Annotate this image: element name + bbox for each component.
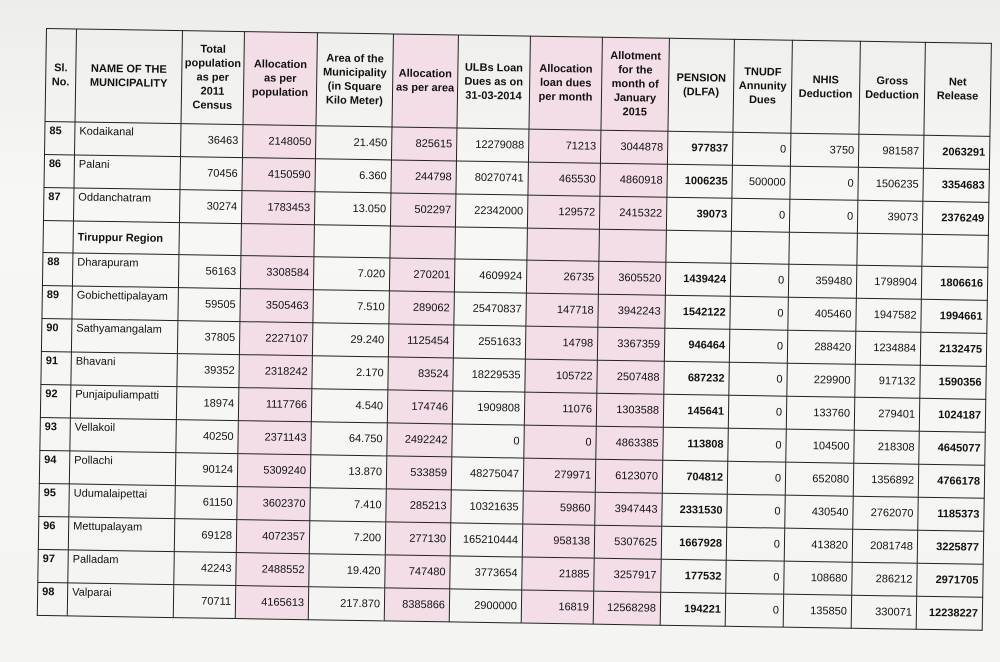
gross-deduction-cell: 279401	[854, 397, 920, 431]
name-cell: Pollachi	[69, 451, 176, 486]
allocation-area-cell: 747480	[385, 555, 451, 589]
sl-no-cell: 92	[40, 384, 71, 417]
gross-deduction-cell: 981587	[858, 134, 924, 168]
net-release-cell: 2376249	[922, 201, 989, 235]
allotment-january-cell: 6123070	[595, 459, 663, 493]
loan-dues-month-cell: 279971	[523, 458, 596, 492]
allocation-population-cell: 5309240	[237, 454, 311, 488]
gross-deduction-cell: 330071	[851, 595, 917, 629]
loan-dues-month-cell: 129572	[527, 195, 600, 229]
tnudf-cell: 0	[729, 329, 788, 363]
region-empty-cell	[179, 223, 241, 256]
nhis-cell: 104500	[786, 429, 855, 463]
sl-no-cell: 93	[40, 417, 71, 450]
name-cell: Valparai	[67, 583, 174, 618]
population-cell: 70456	[180, 157, 243, 191]
region-empty-cell	[666, 230, 731, 263]
population-cell: 37805	[177, 321, 240, 355]
population-cell: 18974	[176, 387, 239, 421]
tnudf-cell: 0	[727, 461, 786, 495]
allotment-january-cell: 3605520	[598, 261, 666, 295]
col-header: ULBs Loan Dues as on 31-03-2014	[457, 35, 530, 129]
col-header: Allotment for the month of January 2015	[601, 37, 669, 131]
name-cell: Udumalaipettai	[69, 484, 176, 519]
allocation-area-cell: 8385866	[384, 588, 450, 622]
area-cell: 217.870	[308, 587, 385, 621]
allotment-january-cell: 1303588	[596, 393, 664, 427]
gross-deduction-cell: 39073	[857, 200, 923, 234]
pension-cell: 687232	[664, 361, 730, 395]
sl-no-cell: 94	[39, 450, 70, 483]
table-body-dindigul	[43, 121, 989, 235]
sl-no-cell: 95	[39, 483, 70, 516]
allocation-area-cell: 244798	[391, 160, 457, 194]
gross-deduction-cell: 2762070	[853, 496, 919, 530]
allocation-population-cell: 2227107	[239, 322, 313, 356]
table-body-tiruppur	[37, 252, 988, 630]
gross-deduction-cell: 1506235	[858, 167, 924, 201]
table-container	[37, 28, 991, 631]
region-empty-cell	[731, 231, 789, 264]
allocation-population-cell: 3308584	[240, 256, 314, 290]
nhis-cell: 652080	[785, 462, 854, 496]
name-cell: Punjaipuliampatti	[70, 385, 177, 420]
pension-cell: 977837	[667, 131, 733, 165]
region-empty-cell	[922, 234, 988, 267]
allocation-area-cell: 2492242	[387, 423, 453, 457]
area-cell: 21.450	[315, 126, 392, 160]
gross-deduction-cell: 917132	[855, 364, 921, 398]
pension-cell: 39073	[666, 197, 732, 231]
allocation-population-cell: 2148050	[242, 125, 316, 159]
pension-cell: 194221	[660, 592, 726, 626]
region-sl-cell	[43, 220, 73, 252]
nhis-cell: 0	[790, 166, 859, 200]
name-cell: Oddanchatram	[73, 188, 180, 223]
loan-dues-month-cell: 465530	[528, 162, 601, 196]
col-header: Gross Deduction	[859, 41, 925, 135]
nhis-cell: 430540	[785, 495, 854, 529]
name-cell: Kodaikanal	[75, 122, 182, 157]
loan-dues-month-cell: 71213	[528, 129, 601, 163]
population-cell: 56163	[178, 255, 241, 289]
loan-dues-cell: 4609924	[454, 259, 527, 293]
net-release-cell: 1806616	[921, 266, 988, 300]
allocation-population-cell: 2488552	[236, 553, 310, 587]
name-cell: Bhavani	[71, 352, 178, 387]
allocation-area-cell: 1125454	[388, 324, 454, 358]
region-empty-cell	[789, 232, 857, 265]
pension-cell: 145641	[663, 394, 729, 428]
nhis-cell: 135850	[783, 594, 852, 628]
col-header: Area of the Municipality (in Square Kilo Meter)	[316, 33, 393, 127]
area-cell: 7.510	[313, 290, 390, 324]
allocation-population-cell: 2371143	[238, 421, 312, 455]
col-header: Allocation as per area	[392, 34, 458, 128]
gross-deduction-cell: 1234884	[855, 331, 921, 365]
gross-deduction-cell: 1356892	[853, 463, 919, 497]
allotment-january-cell: 3947443	[595, 492, 663, 526]
allotment-january-cell: 3257917	[594, 558, 662, 592]
population-cell: 70711	[173, 585, 236, 619]
allocation-area-cell: 533859	[386, 456, 452, 490]
area-cell: 7.410	[310, 488, 387, 522]
net-release-cell: 2971705	[917, 563, 984, 597]
col-header: NHIS Deduction	[791, 40, 860, 134]
name-cell: Vellakoil	[70, 418, 177, 453]
allotment-january-cell: 4863385	[596, 426, 664, 460]
net-release-cell: 1024187	[919, 398, 986, 432]
tnudf-cell: 0	[726, 527, 785, 561]
loan-dues-cell: 18229535	[453, 358, 526, 392]
allocation-population-cell: 3602370	[237, 487, 311, 521]
population-cell: 61150	[175, 486, 238, 520]
loan-dues-month-cell: 16819	[521, 590, 594, 624]
col-header: Allocation loan dues per month	[529, 36, 602, 130]
loan-dues-cell: 165210444	[450, 523, 523, 557]
nhis-cell: 0	[789, 199, 858, 233]
loan-dues-month-cell: 11076	[524, 392, 597, 426]
municipality-allocation-table	[37, 28, 992, 631]
area-cell: 64.750	[311, 422, 388, 456]
tnudf-cell: 500000	[732, 165, 791, 199]
col-header: Net Release	[924, 42, 991, 136]
region-empty-cell	[390, 226, 455, 259]
area-cell: 4.540	[311, 389, 388, 423]
allocation-area-cell: 289062	[389, 291, 455, 325]
region-empty-cell	[241, 224, 314, 257]
area-cell: 2.170	[312, 356, 389, 390]
net-release-cell: 4645077	[919, 431, 986, 465]
population-cell: 40250	[176, 420, 239, 454]
tnudf-cell: 0	[726, 560, 785, 594]
net-release-cell: 12238227	[916, 596, 983, 630]
loan-dues-cell: 80270741	[456, 161, 529, 195]
pension-cell: 113808	[663, 427, 729, 461]
allotment-january-cell: 2507488	[597, 360, 665, 394]
population-cell: 30274	[179, 190, 242, 224]
region-empty-cell	[599, 229, 666, 262]
gross-deduction-cell: 1947582	[856, 298, 922, 332]
col-header: TNUDF Annunity Dues	[733, 39, 792, 133]
allotment-january-cell: 3044878	[600, 130, 668, 164]
population-cell: 39352	[177, 354, 240, 388]
sl-no-cell: 85	[45, 121, 76, 154]
name-cell: Palladam	[68, 550, 175, 585]
allocation-population-cell: 1783453	[241, 191, 315, 225]
pension-cell: 1542122	[665, 295, 731, 329]
region-empty-cell	[857, 233, 922, 266]
gross-deduction-cell: 1798904	[856, 265, 922, 299]
gross-deduction-cell: 218308	[854, 430, 920, 464]
population-cell: 42243	[174, 552, 237, 586]
col-header: NAME OF THE MUNICIPALITY	[75, 29, 182, 124]
gross-deduction-cell: 2081748	[852, 529, 918, 563]
allotment-january-cell: 2415322	[599, 196, 667, 230]
nhis-cell: 229900	[787, 363, 856, 397]
pension-cell: 704812	[662, 460, 728, 494]
tnudf-cell: 0	[730, 296, 789, 330]
pension-cell: 2331530	[662, 493, 728, 527]
loan-dues-month-cell: 105722	[525, 359, 598, 393]
allocation-population-cell: 4150590	[242, 158, 316, 192]
net-release-cell: 3354683	[923, 168, 990, 202]
net-release-cell: 1185373	[918, 497, 985, 531]
allocation-population-cell: 4072357	[236, 520, 310, 554]
net-release-cell: 2132475	[920, 332, 987, 366]
tnudf-cell: 0	[732, 132, 791, 166]
loan-dues-cell: 1909808	[452, 391, 525, 425]
area-cell: 6.360	[315, 159, 392, 193]
area-cell: 13.870	[310, 455, 387, 489]
allocation-area-cell: 502297	[390, 193, 456, 227]
pension-cell: 946464	[664, 328, 730, 362]
region-empty-cell	[455, 227, 527, 260]
sl-no-cell: 88	[42, 252, 73, 285]
sl-no-cell: 89	[42, 285, 73, 318]
allocation-area-cell: 825615	[391, 127, 457, 161]
allotment-january-cell: 5307625	[594, 525, 662, 559]
allocation-population-cell: 4165613	[235, 586, 309, 620]
allocation-population-cell: 1117766	[238, 388, 312, 422]
allocation-area-cell: 83524	[388, 357, 454, 391]
tnudf-cell: 0	[729, 362, 788, 396]
loan-dues-cell: 3773654	[450, 556, 523, 590]
allocation-population-cell: 2318242	[239, 355, 313, 389]
net-release-cell: 2063291	[923, 135, 990, 169]
pension-cell: 1667928	[661, 526, 727, 560]
col-header: PENSION (DLFA)	[668, 38, 734, 132]
tnudf-cell: 0	[730, 263, 789, 297]
nhis-cell: 359480	[788, 264, 857, 298]
tnudf-cell: 0	[727, 494, 786, 528]
population-cell: 69128	[174, 519, 237, 553]
tnudf-cell: 0	[728, 428, 787, 462]
allocation-area-cell: 285213	[386, 489, 452, 523]
pension-cell: 1006235	[667, 164, 733, 198]
loan-dues-cell: 10321635	[451, 490, 524, 524]
loan-dues-month-cell: 147718	[526, 293, 599, 327]
area-cell: 7.020	[313, 257, 390, 291]
nhis-cell: 288420	[787, 330, 856, 364]
loan-dues-month-cell: 59860	[523, 491, 596, 525]
loan-dues-cell: 2900000	[449, 589, 522, 623]
allocation-area-cell: 270201	[389, 258, 455, 292]
nhis-cell: 405460	[788, 297, 857, 331]
area-cell: 19.420	[309, 554, 386, 588]
loan-dues-month-cell: 0	[524, 425, 597, 459]
sl-no-cell: 87	[43, 187, 74, 220]
name-cell: Gobichettipalayam	[72, 286, 179, 321]
area-cell: 7.200	[309, 521, 386, 555]
name-cell: Mettupalayam	[68, 517, 175, 552]
nhis-cell: 413820	[784, 528, 853, 562]
loan-dues-month-cell: 958138	[522, 524, 595, 558]
pension-cell: 177532	[661, 559, 727, 593]
loan-dues-cell: 0	[452, 424, 525, 458]
sl-no-cell: 97	[38, 549, 69, 582]
net-release-cell: 1590356	[920, 365, 987, 399]
loan-dues-cell: 2551633	[453, 325, 526, 359]
pension-cell: 1439424	[665, 262, 731, 296]
population-cell: 59505	[178, 288, 241, 322]
region-empty-cell	[314, 225, 390, 258]
loan-dues-month-cell: 21885	[522, 557, 595, 591]
name-cell: Dharapuram	[72, 253, 179, 288]
region-label: Tiruppur Region	[73, 221, 179, 255]
allocation-population-cell: 3505463	[240, 289, 314, 323]
nhis-cell: 108680	[784, 561, 853, 595]
allotment-january-cell: 3367359	[597, 327, 665, 361]
sl-no-cell: 91	[41, 351, 72, 384]
net-release-cell: 1994661	[921, 299, 988, 333]
allocation-area-cell: 174746	[387, 390, 453, 424]
name-cell: Palani	[74, 155, 181, 190]
loan-dues-cell: 12279088	[456, 128, 529, 162]
sl-no-cell: 90	[41, 318, 72, 351]
area-cell: 29.240	[312, 323, 389, 357]
sl-no-cell: 98	[37, 582, 68, 615]
loan-dues-cell: 48275047	[451, 457, 524, 491]
loan-dues-month-cell: 14798	[525, 326, 598, 360]
name-cell: Sathyamangalam	[71, 319, 178, 354]
tnudf-cell: 0	[725, 593, 784, 627]
header-row	[45, 29, 991, 137]
allotment-january-cell: 3942243	[598, 294, 666, 328]
allocation-area-cell: 277130	[385, 522, 451, 556]
sl-no-cell: 86	[44, 154, 75, 187]
col-header: Total population as per 2011 Census	[181, 31, 244, 125]
col-header: Allocation as per population	[243, 32, 317, 126]
nhis-cell: 3750	[790, 133, 859, 167]
population-cell: 36463	[180, 124, 243, 158]
region-empty-cell	[527, 228, 599, 261]
loan-dues-cell: 25470837	[454, 292, 527, 326]
col-header: Sl. No.	[45, 29, 76, 122]
gross-deduction-cell: 286212	[852, 562, 918, 596]
loan-dues-cell: 22342000	[455, 194, 528, 228]
net-release-cell: 4766178	[918, 464, 985, 498]
loan-dues-month-cell: 26735	[526, 260, 599, 294]
allotment-january-cell: 12568298	[593, 591, 661, 625]
nhis-cell: 133760	[786, 396, 855, 430]
population-cell: 90124	[175, 453, 238, 487]
tnudf-cell: 0	[728, 395, 787, 429]
sl-no-cell: 96	[38, 516, 69, 549]
area-cell: 13.050	[314, 192, 391, 226]
tnudf-cell: 0	[731, 198, 790, 232]
allotment-january-cell: 4860918	[600, 163, 668, 197]
net-release-cell: 3225877	[917, 530, 984, 564]
